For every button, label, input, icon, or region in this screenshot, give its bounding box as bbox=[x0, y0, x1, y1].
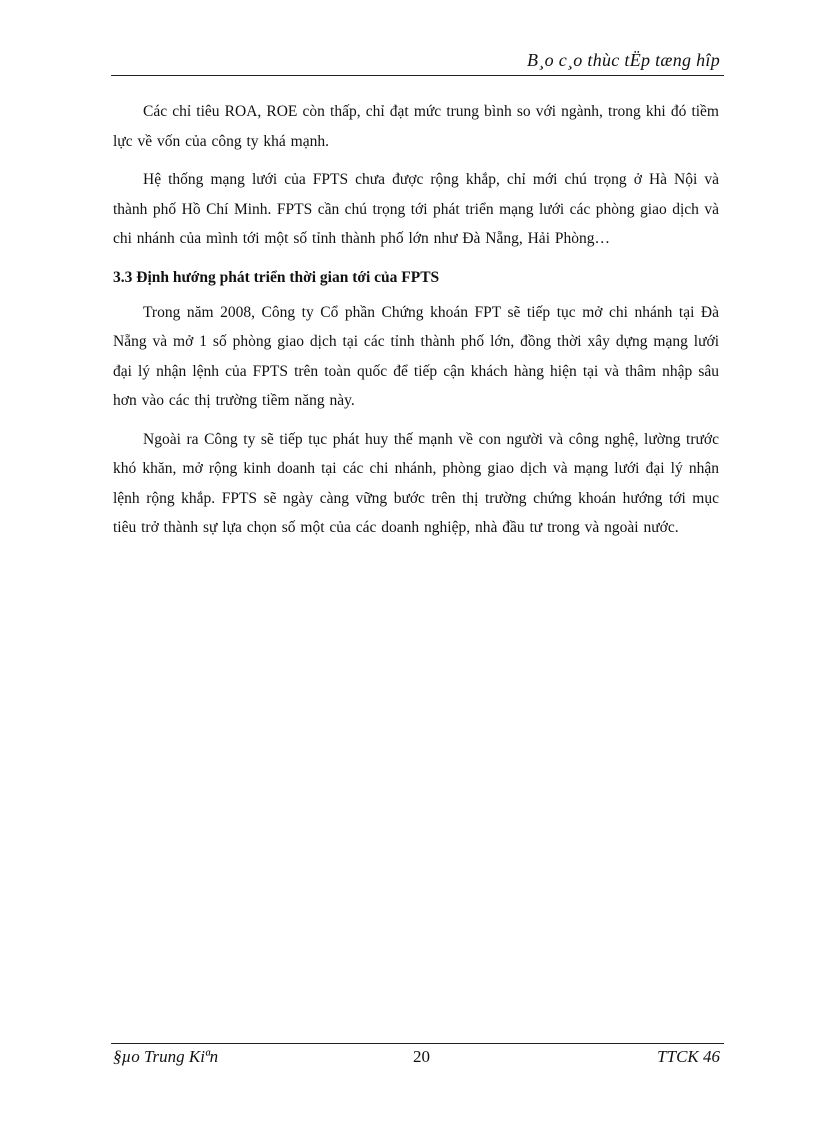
footer-divider bbox=[111, 1043, 724, 1044]
paragraph-plan-2008: Trong năm 2008, Công ty Cổ phần Chứng khoán FPT sẽ tiếp tục mở chi nhánh tại Đà Nẵng và mở 1 số phòng giao dịch tại các tỉnh thành phố lớn, đồng thời xây dựng mạng lưới đại lý nhận lệnh của FPTS trên toàn quốc để tiếp cận khách hàng hiện tại và thâm nhập sâu hơn vào các thị trường tiềm năng này. bbox=[113, 303, 719, 409]
header-divider bbox=[111, 75, 724, 76]
section-heading: 3.3 Định hướng phát triển thời gian tới của FPTS bbox=[113, 268, 440, 286]
paragraph-strengths: Ngoài ra Công ty sẽ tiếp tục phát huy thế mạnh về con người và công nghệ, lường trước khó khăn, mở rộng kinh doanh tại các chi nhánh, phòng giao dịch và mạng lưới đại lý nhận lệnh rộng khắp. FPTS sẽ ngày càng vững bước trên thị trường chứng khoán hướng tới mục tiêu trở thành sự lựa chọn số một của các doanh nghiệp, nhà đầu tư trong và ngoài nước. bbox=[113, 430, 719, 536]
page-content bbox=[113, 97, 719, 552]
footer-author: §µo Trung Kiªn bbox=[113, 1047, 219, 1066]
report-header-title: B¸o c¸o thùc tËp tæng hîp bbox=[527, 50, 720, 70]
footer-class-code: TTCK 46 bbox=[657, 1047, 720, 1066]
paragraph-roa-roe: Các chỉ tiêu ROA, ROE còn thấp, chỉ đạt mức trung bình so với ngành, trong khi đó tiềm lực về vốn của công ty khá mạnh. bbox=[113, 103, 719, 150]
page-number: 20 bbox=[413, 1047, 430, 1066]
paragraph-network: Hệ thống mạng lưới của FPTS chưa được rộng khắp, chỉ mới chú trọng ở Hà Nội và thành phố Hồ Chí Minh. FPTS cần chú trọng tới phát triển mạng lưới các phòng giao dịch và chi nhánh của mình tới một số tỉnh thành phố lớn như Đà Nẵng, Hải Phòng… bbox=[113, 171, 719, 247]
